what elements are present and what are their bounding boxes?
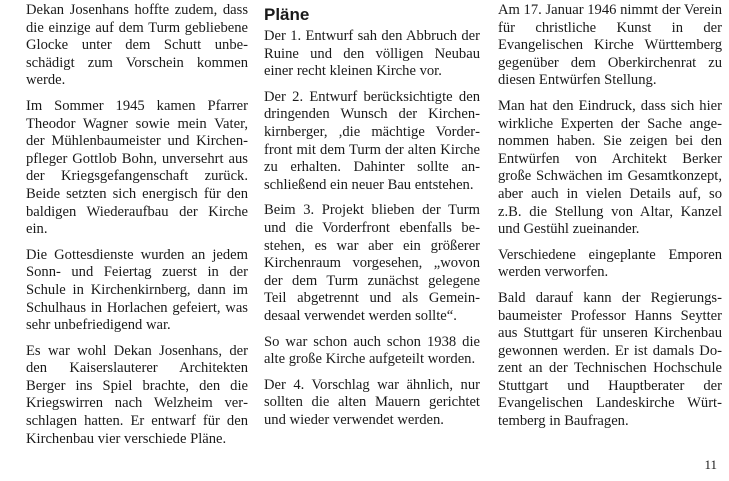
section-heading: Pläne — [264, 5, 310, 24]
text-column-middle — [264, 0, 480, 437]
paragraph: Verschiedene eingeplante Emporen werden verworfen. — [498, 246, 722, 281]
paragraph: Man hat den Eindruck, dass sich hier wirkliche Experten der Sache angenommen haben. Sie zeigen bei den Entwürfen von Architekt Berker große Schwächen im Gesamtkonzept, aber auch in vielen Details auf, so z.B. die Stellung von Altar, Kanzel und Gestühl zueinander. — [498, 97, 722, 238]
paragraph: So war schon auch schon 1938 die alte große Kirche aufgeteilt worden. — [264, 333, 480, 368]
paragraph: Der 2. Entwurf berücksichtigte den dringenden Wunsch der Kirchenkirnberger, ,die mächtige Vorderfront mit dem Turm der alten Kirche zu erhalten. Dahinter sollte anschließend ein neuer Bau entstehen. — [264, 88, 480, 193]
paragraph: Bald darauf kann der Regierungsbaumeister Professor Hanns Seytter aus Stuttgart für unseren Kirchenbau gewonnen werden. Er ist damals Dozent an der Technischen Hochschule Stuttgart und Hauptberater der Evangelischen Landeskirche Württemberg in Baufragen. — [498, 289, 722, 430]
paragraph: Dekan Josenhans hoffte zudem, dass die einzige auf dem Turm gebliebene Glocke unter dem Schutt unbeschädigt zum Vorschein kommen werde. — [26, 2, 248, 89]
paragraph: Im Sommer 1945 kamen Pfarrer Theodor Wagner sowie mein Vater, der Mühlenbaumeister und Kirchenpfleger Gottlob Bohn, unversehrt aus der Kriegsgefangenschaft zurück. Beide setzten sich energisch für den baldigen Wiederaufbau der Kirche ein. — [26, 97, 248, 238]
paragraph: Es war wohl Dekan Josenhans, der den Kaiserslauterer Architekten Berger ins Spiel brachte, den die Kriegswirren nach Welzheim verschlagen hatten. Er entwarf für den Kirchenbau vier verschiede Pläne. — [26, 342, 248, 447]
text-column-right — [498, 0, 722, 439]
page-number: 11 — [704, 457, 717, 472]
paragraph: Der 1. Entwurf sah den Abbruch der Ruine und den völligen Neubau einer recht kleinen Kirche vor. — [264, 28, 480, 80]
paragraph: Die Gottesdienste wurden an jedem Sonn- und Feiertag zuerst in der Schule in Kirchenkirnberg, dann im Schulhaus in Horlachen gefeiert, was sehr unbefriedigend war. — [26, 246, 248, 334]
text-column-left — [26, 0, 248, 456]
paragraph: Beim 3. Projekt blieben der Turm und die Vorderfront ebenfalls bestehen, es war aber ein größerer Kirchenraum vorgesehen, „wovon der dem Turm zunächst gelegene Teil abgetrennt und als Gemeindesaal verwendet werden sollte“. — [264, 202, 480, 324]
paragraph: Der 4. Vorschlag war ähnlich, nur sollten die alten Mauern gerichtet und wieder verwendet werden. — [264, 376, 480, 428]
paragraph: Am 17. Januar 1946 nimmt der Verein für christliche Kunst in der Evangelischen Kirche Württemberg gegenüber dem Oberkirchenrat zu diesen Entwürfen Stellung. — [498, 2, 722, 89]
